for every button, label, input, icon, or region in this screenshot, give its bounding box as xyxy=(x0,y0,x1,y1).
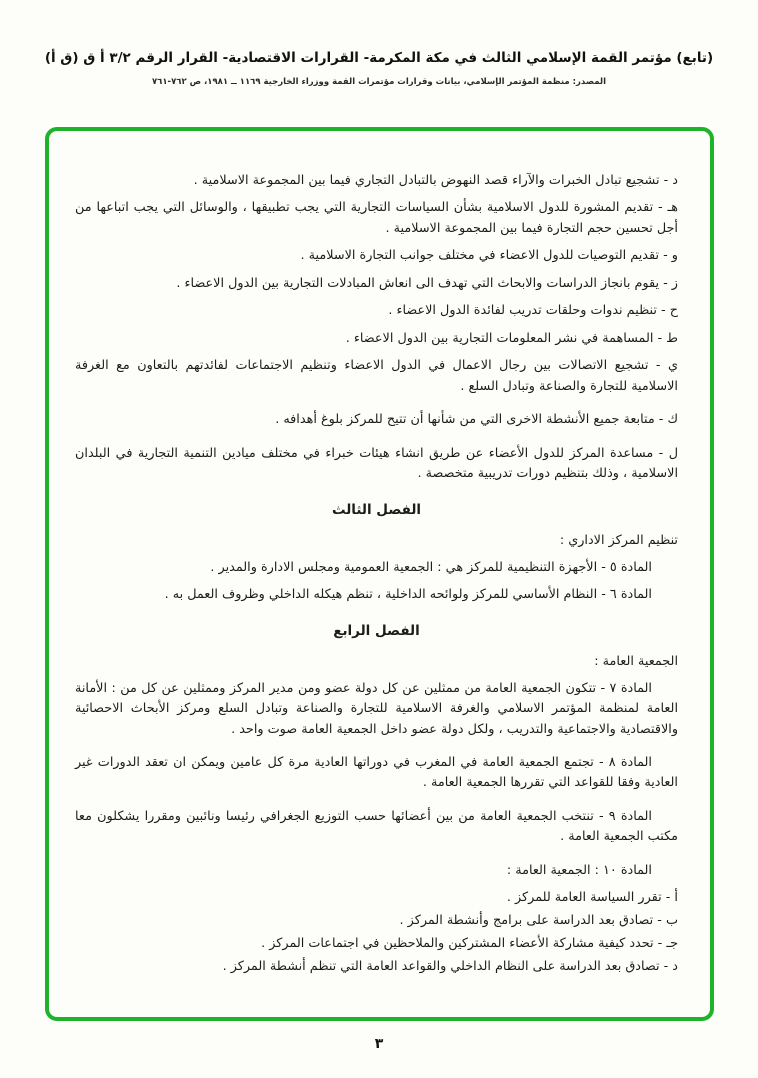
green-border-frame xyxy=(45,127,714,1021)
list-item-zay: ز - يقوم بانجاز الدراسات والابحاث التي تهدف الى انعاش المبادلات التجارية بين الدول الاعضاء . xyxy=(176,275,678,291)
list-item-kaf: ك - متابعة جميع الأنشطة الاخرى التي من شأنها أن تتيح للمركز بلوغ أهدافه . xyxy=(275,412,678,428)
article-6: المادة ٦ - النظام الأساسي للمركز ولوائحه الداخلية ، تنظم هيكله الداخلي وظروف العمل به . xyxy=(164,587,652,603)
chapter-four-intro: الجمعية العامة : xyxy=(594,653,678,669)
article-10: المادة ١٠ : الجمعية العامة : xyxy=(506,862,652,878)
article-7: المادة ٧ - تتكون الجمعية العامة من ممثلين عن كل دولة عضو ومن مدير المركز وممثلين عن كل من : الأمانة العامة لمنظمة المؤتمر الاسلامي والغرفة الاسلامية للتجارة والصناعة وتبادل السلع ومركز الأبحاث الاحصائية والاقتصادية والاجتماعية والتدريب ، ولكل دولة عضو داخل الجمعية العامة صوت واحد . xyxy=(75,680,678,737)
list-item-dal: د - تشجيع تبادل الخبرات والآراء قصد النهوض بالتبادل التجاري فيما بين المجموعة الاسلامية . xyxy=(193,173,678,188)
list-item-hha: ح - تنظيم ندوات وحلقات تدريب لفائدة الدول الاعضاء . xyxy=(388,303,678,319)
list-item-ha: هـ - تقديم المشورة للدول الاسلامية بشأن السياسات التجارية التي يجب تطبيقها ، والوسائل التي يجب اتباعها من أجل تحسين حجم التجارة فيما بين المجموعة الاسلامية . xyxy=(75,200,678,236)
sub-item-alif: أ - تقرر السياسة العامة للمركز . xyxy=(506,890,678,906)
article-5: المادة ٥ - الأجهزة التنظيمية للمركز هي : الجمعية العمومية ومجلس الادارة والمدير . xyxy=(210,559,652,575)
sub-item-jim: جـ - تحدد كيفية مشاركة الأعضاء المشتركين والملاحظين في اجتماعات المركز . xyxy=(261,935,678,951)
list-item-ya: ي - تشجيع الاتصالات بين رجال الاعمال في الدول الاعضاء وتنظيم الاجتماعات لفائدتهم بالتعاون مع الغرفة الاسلامية للتجارة والصناعة وتبادل السلع . xyxy=(75,358,678,394)
list-item-waw: و - تقديم التوصيات للدول الاعضاء في مختلف جوانب التجارة الاسلامية . xyxy=(300,248,678,264)
source-line: المصدر: منظمة المؤتمر الإسلامي، بيانات وقرارات مؤتمرات القمة ووزراء الخارجية ١١٦٩ ــ ١٩٨١، ص ٧٦٢-٧٦١ xyxy=(151,77,607,88)
document-header xyxy=(38,48,720,87)
article-9: المادة ٩ - تنتخب الجمعية العامة من بين أعضائها حسب التوزيع الجغرافي رئيسا ونائبين ومقررا يشكلون معا مكتب الجمعية العامة . xyxy=(75,808,678,845)
list-item-lam: ل - مساعدة المركز للدول الأعضاء عن طريق انشاء هيئات خبراء في مختلف ميادين التنمية التجارية في البلدان الاسلامية ، وذلك بتنظيم دورات تدريبية متخصصة . xyxy=(75,445,678,482)
page-number: ٣ xyxy=(374,1036,384,1052)
list-item-tta: ط - المساهمة في نشر المعلومات التجارية بين الدول الاعضاء . xyxy=(345,330,678,346)
header-title: (تابع) مؤتمر القمة الإسلامي الثالث في مكة المكرمة- القرارات الاقتصادية- القرار الرقم ٣/٢ أ ق (ق أ) xyxy=(44,50,714,66)
article-8: المادة ٨ - تجتمع الجمعية العامة في المغرب في دوراتها العادية مرة كل عامين ويمكن ان تعقد الدورات غير العادية وفقا للقواعد التي تقررها الجمعية العامة . xyxy=(75,754,678,791)
chapter-three-intro: تنظيم المركز الاداري : xyxy=(559,532,678,548)
chapter-three-title: الفصل الثالث xyxy=(331,501,422,518)
sub-item-ba: ب - تصادق بعد الدراسة على برامج وأنشطة المركز . xyxy=(399,913,678,929)
chapter-four-title: الفصل الرابع xyxy=(333,622,420,639)
sub-item-dal2: د - تصادق بعد الدراسة على النظام الداخلي والقواعد العامة التي تنظم أنشطة المركز . xyxy=(222,958,678,974)
